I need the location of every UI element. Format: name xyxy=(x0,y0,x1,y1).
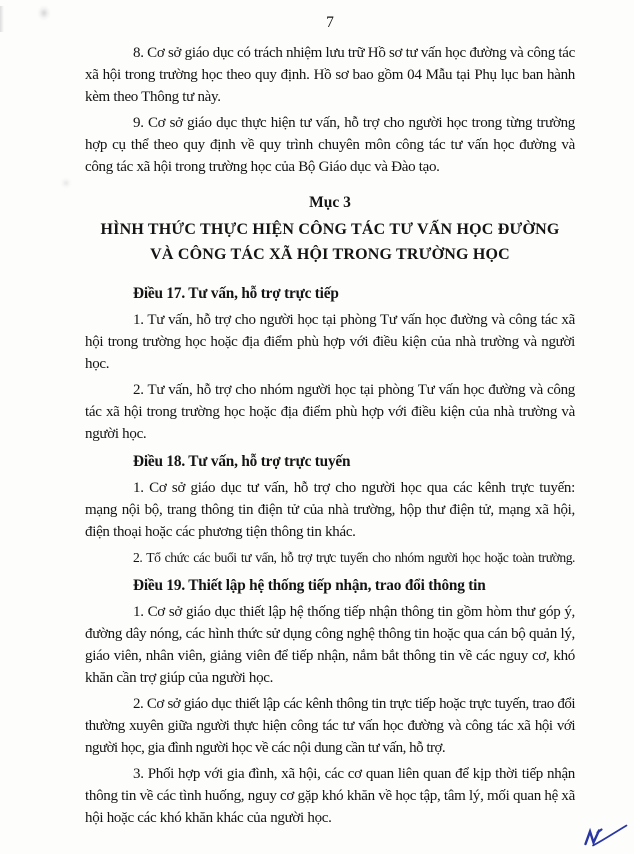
page-number: 7 xyxy=(326,14,334,31)
paragraph-9: 9. Cơ sở giáo dục thực hiện tư vấn, hỗ trợ cho người học trong từng trường hợp cụ thể theo quy định về quy trình chuyên môn công tác tư vấn học đường và công tác xã hội trong trường học của Bộ Giáo dục và Đào tạo. xyxy=(85,115,575,175)
section-3-heading xyxy=(85,192,575,267)
handwritten-initial-mark xyxy=(581,824,629,852)
section-label: Mục 3 xyxy=(309,194,351,211)
paragraph-8: 8. Cơ sở giáo dục có trách nhiệm lưu trữ Hồ sơ tư vấn học đường và công tác xã hội trong trường học theo quy định. Hồ sơ bao gồm 04 Mẫu tại Phụ lục ban hành kèm theo Thông tư này. xyxy=(85,45,575,105)
section-title-line-2: VÀ CÔNG TÁC XÃ HỘI TRONG TRƯỜNG HỌC xyxy=(150,246,510,263)
section-title-line-1: HÌNH THỨC THỰC HIỆN CÔNG TÁC TƯ VẤN HỌC ĐƯỜNG xyxy=(100,221,560,238)
article-18-heading: Điều 18. Tư vấn, hỗ trợ trực tuyến xyxy=(133,453,351,470)
scan-smudge xyxy=(37,5,51,21)
article-19-paragraph-3: 3. Phối hợp với gia đình, xã hội, các cơ quan liên quan để kịp thời tiếp nhận thông tin về các tình huống, nguy cơ gặp khó khăn về học tập, tâm lý, mối quan hệ xã hội hoặc các khó khăn khác của người học. xyxy=(85,766,575,826)
article-17-paragraph-1: 1. Tư vấn, hỗ trợ cho người học tại phòng Tư vấn học đường và công tác xã hội trong trường học hoặc địa điểm phù hợp với điều kiện của nhà trường và người học. xyxy=(85,312,575,372)
article-17-heading: Điều 17. Tư vấn, hỗ trợ trực tiếp xyxy=(133,285,339,302)
scan-edge-artifact xyxy=(0,6,4,32)
article-19-heading: Điều 19. Thiết lập hệ thống tiếp nhận, trao đổi thông tin xyxy=(133,577,486,594)
article-18-paragraph-2: 2. Tổ chức các buổi tư vấn, hỗ trợ trực tuyến cho nhóm người học hoặc toàn trường. xyxy=(133,550,575,565)
article-18-paragraph-1: 1. Cơ sở giáo dục tư vấn, hỗ trợ cho người học qua các kênh trực tuyến: mạng nội bộ, trang thông tin điện tử của nhà trường, hộp thư điện tử, mạng xã hội, điện thoại hoặc các phương tiện thông tin khác. xyxy=(85,480,575,540)
scan-smudge xyxy=(60,177,72,189)
article-17-paragraph-2: 2. Tư vấn, hỗ trợ cho nhóm người học tại phòng Tư vấn học đường và công tác xã hội trong trường học hoặc địa điểm phù hợp với điều kiện của nhà trường và người học. xyxy=(85,382,575,442)
article-19-paragraph-1: 1. Cơ sở giáo dục thiết lập hệ thống tiếp nhận thông tin gồm hòm thư góp ý, đường dây nóng, các hình thức sử dụng công nghệ thông tin hoặc qua cán bộ quản lý, giáo viên, nhân viên, giảng viên để tiếp nhận, nắm bắt thông tin về các nguy cơ, khó khăn cần trợ giúp của người học. xyxy=(85,604,575,686)
article-19-paragraph-2: 2. Cơ sở giáo dục thiết lập các kênh thông tin trực tiếp hoặc trực tuyến, trao đổi thường xuyên giữa người thực hiện công tác tư vấn học đường và công tác xã hội với người học, gia đình người học về các nội dung cần tư vấn, hỗ trợ. xyxy=(85,696,575,756)
